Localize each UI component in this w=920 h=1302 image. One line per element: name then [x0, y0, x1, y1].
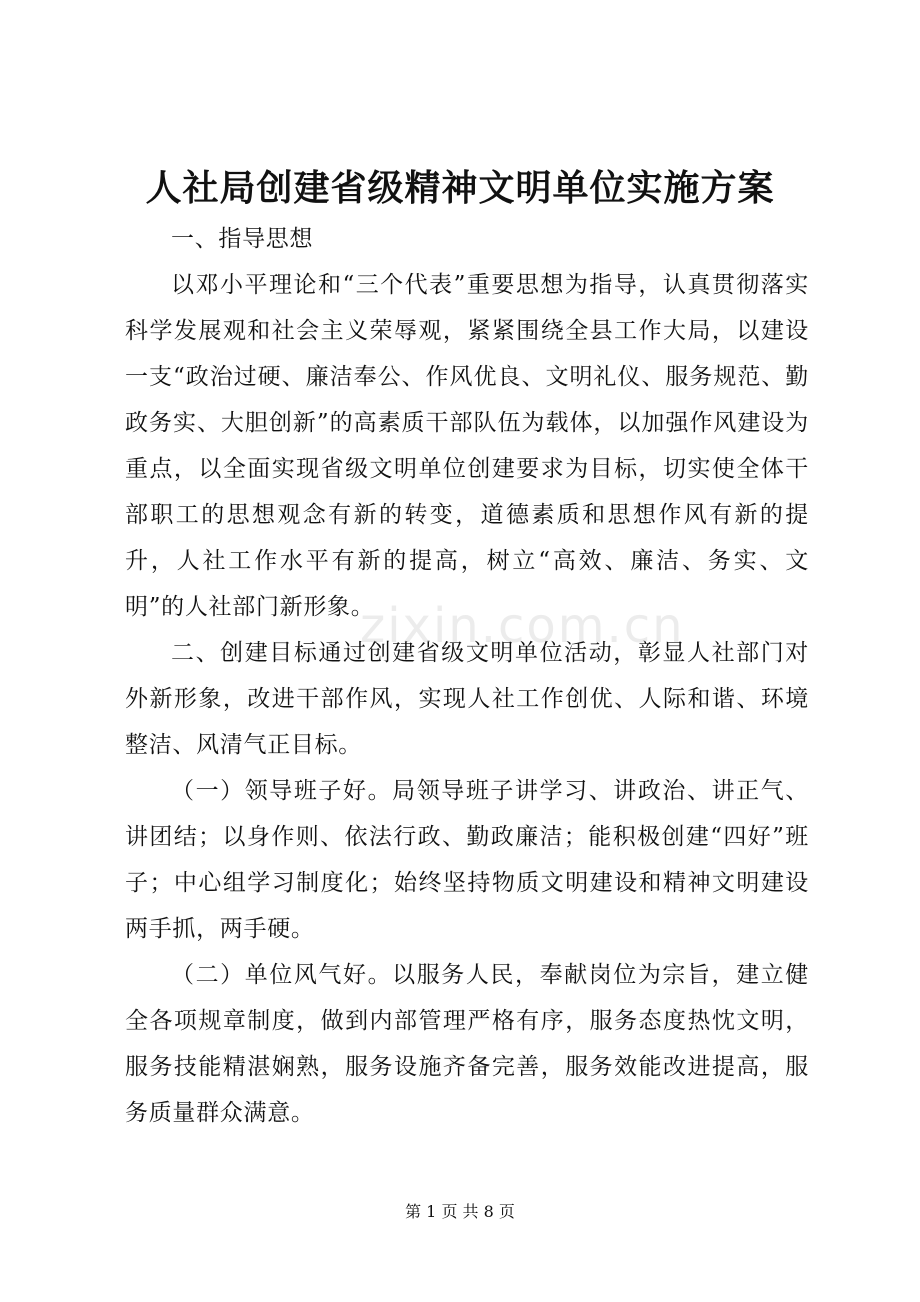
- paragraph-unit-atmosphere: （二）单位风气好。以服务人民，奉献岗位为宗旨，建立健全各项规章制度，做到内部管理严格有序，服务态度热忱文明，服务技能精湛娴熟，服务设施齐备完善，服务效能改进提高，服务质量群众满意。: [125, 962, 809, 1126]
- watermark: zixin.com.cn: [360, 598, 685, 654]
- document-body: [125, 216, 809, 1136]
- section-heading-guiding-ideology: 一、指导思想: [171, 226, 314, 252]
- page-footer: 第 1 页 共 8 页: [405, 1202, 515, 1221]
- document-title: 人社局创建省级精神文明单位实施方案: [145, 167, 775, 209]
- paragraph-leadership-team: （一）领导班子好。局领导班子讲学习、讲政治、讲正气、讲团结；以身作则、依法行政、勤政廉洁；能积极创建“四好”班子；中心组学习制度化；始终坚持物质文明建设和精神文明建设两手抓，两手硬。: [125, 778, 809, 942]
- paragraph-guiding-ideology: 以邓小平理论和“三个代表”重要思想为指导，认真贯彻落实科学发展观和社会主义荣辱观，紧紧围绕全县工作大局，以建设一支“政治过硬、廉洁奉公、作风优良、文明礼仪、服务规范、勤政务实、大胆创新”的高素质干部队伍为载体，以加强作风建设为重点，以全面实现省级文明单位创建要求为目标，切实使全体干部职工的思想观念有新的转变，道德素质和思想作风有新的提升，人社工作水平有新的提高，树立“高效、廉洁、务实、文明”的人社部门新形象。: [125, 272, 809, 620]
- paragraph-creation-goal: 二、创建目标通过创建省级文明单位活动，彰显人社部门对外新形象，改进干部作风，实现人社工作创优、人际和谐、环境整洁、风清气正目标。: [125, 640, 809, 758]
